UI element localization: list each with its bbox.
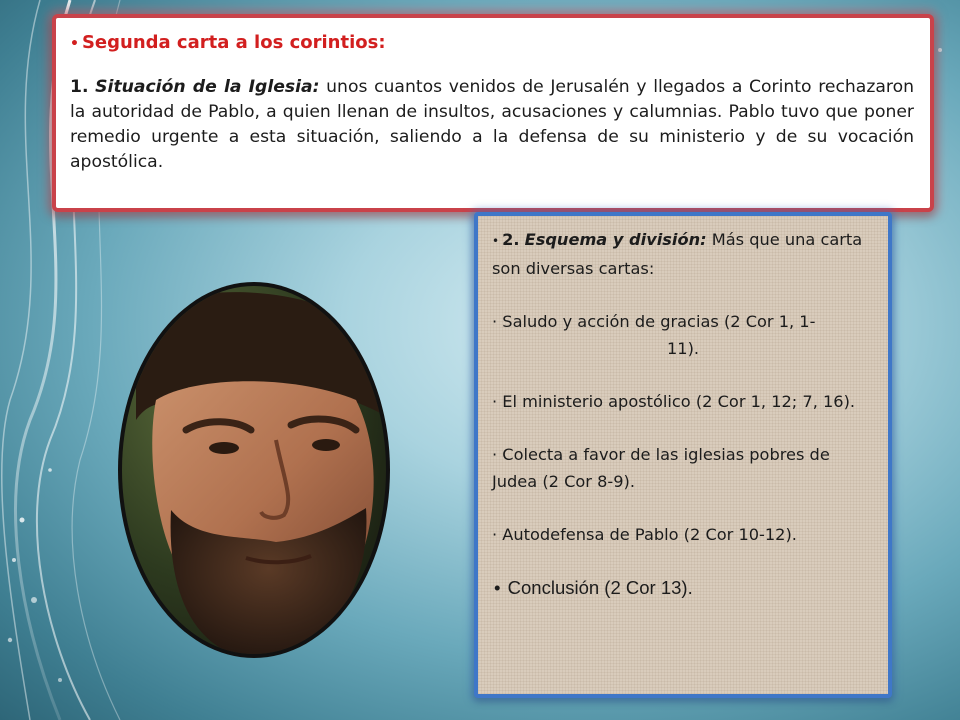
heading <box>70 32 914 53</box>
bullet-icon: • <box>494 577 501 598</box>
outline-item: · El ministerio apostólico (2 Cor 1, 12; 7, 16). <box>492 392 856 411</box>
intro-number: 2. <box>502 230 520 249</box>
bullet-icon: • <box>70 36 79 52</box>
outline-item: · Colecta a favor de las iglesias pobres de Judea (2 Cor 8-9). <box>492 445 830 491</box>
outline-item-line2: 11). <box>666 339 700 358</box>
outline-conclusion <box>492 574 874 602</box>
para-lead: Situación de la Iglesia: <box>95 77 320 97</box>
outline-item-cont <box>492 335 874 362</box>
intro-text: Más que una carta son diversas cartas: <box>492 230 863 278</box>
bullet-icon: • <box>492 234 500 248</box>
portrait-image <box>116 280 392 660</box>
heading-text: Segunda carta a los corintios: <box>81 32 386 53</box>
outline-item-line1: · Saludo y acción de gracias (2 Cor 1, 1- <box>492 312 816 331</box>
outline-item <box>492 308 874 335</box>
para-number: 1. <box>70 77 89 97</box>
situation-paragraph <box>70 75 914 175</box>
intro-text-box <box>52 14 934 212</box>
outline-box <box>474 212 892 698</box>
para-text: unos cuantos venidos de Jerusalén y llegados a Corinto rechazaron la autoridad de Pablo, a quien llenan de insultos, acusaciones y calumnias. Pablo tuvo que poner remedio urgente a esta situación, saliendo a la defensa de su ministerio y de su vocación apostólica. <box>70 77 914 172</box>
intro-lead: Esquema y división: <box>524 230 707 249</box>
conclusion-text: Conclusión (2 Cor 13). <box>507 577 693 598</box>
outline-intro <box>492 226 874 282</box>
outline-item: · Autodefensa de Pablo (2 Cor 10-12). <box>492 525 797 544</box>
